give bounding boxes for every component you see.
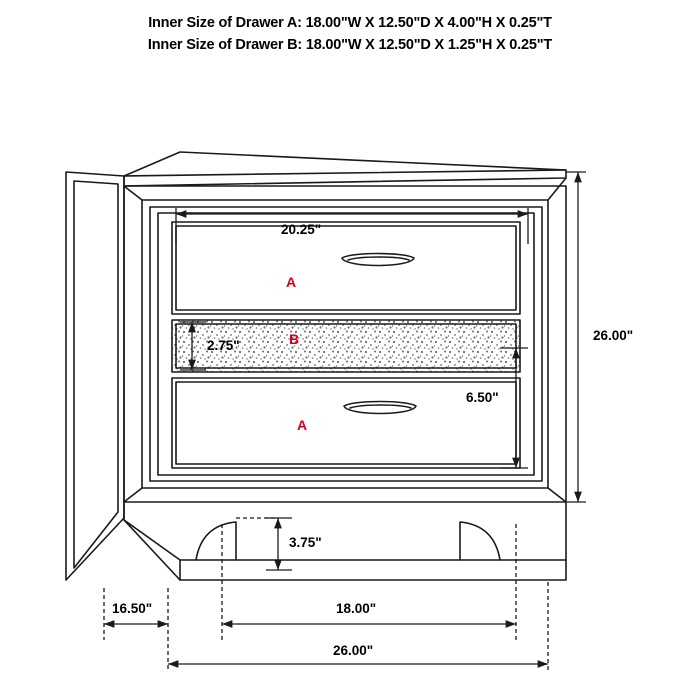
drawer-label-bottom-a: A [297, 417, 308, 433]
header-line-drawer-a: Inner Size of Drawer A: 18.00"W X 12.50"D X 4.00"H X 0.25"T [148, 15, 552, 31]
dim-label-middle-height: 2.75" [207, 338, 240, 353]
dim-label-leg-height: 3.75" [289, 535, 322, 550]
dim-label-overall-width: 26.00" [333, 643, 374, 658]
header-line-drawer-b: Inner Size of Drawer B: 18.00"W X 12.50"D X 1.25"H X 0.25"T [147, 37, 553, 53]
cabinet-body [66, 152, 566, 580]
drawer-label-top-a: A [286, 274, 297, 290]
dim-label-top-width: 20.25" [281, 222, 322, 237]
dim-label-base-width: 18.00" [336, 601, 377, 616]
dim-label-lower-height: 6.50" [466, 390, 499, 405]
drawer-label-middle-b: B [289, 331, 300, 347]
dim-label-depth: 16.50" [112, 601, 153, 616]
dim-label-height: 26.00" [593, 328, 634, 343]
